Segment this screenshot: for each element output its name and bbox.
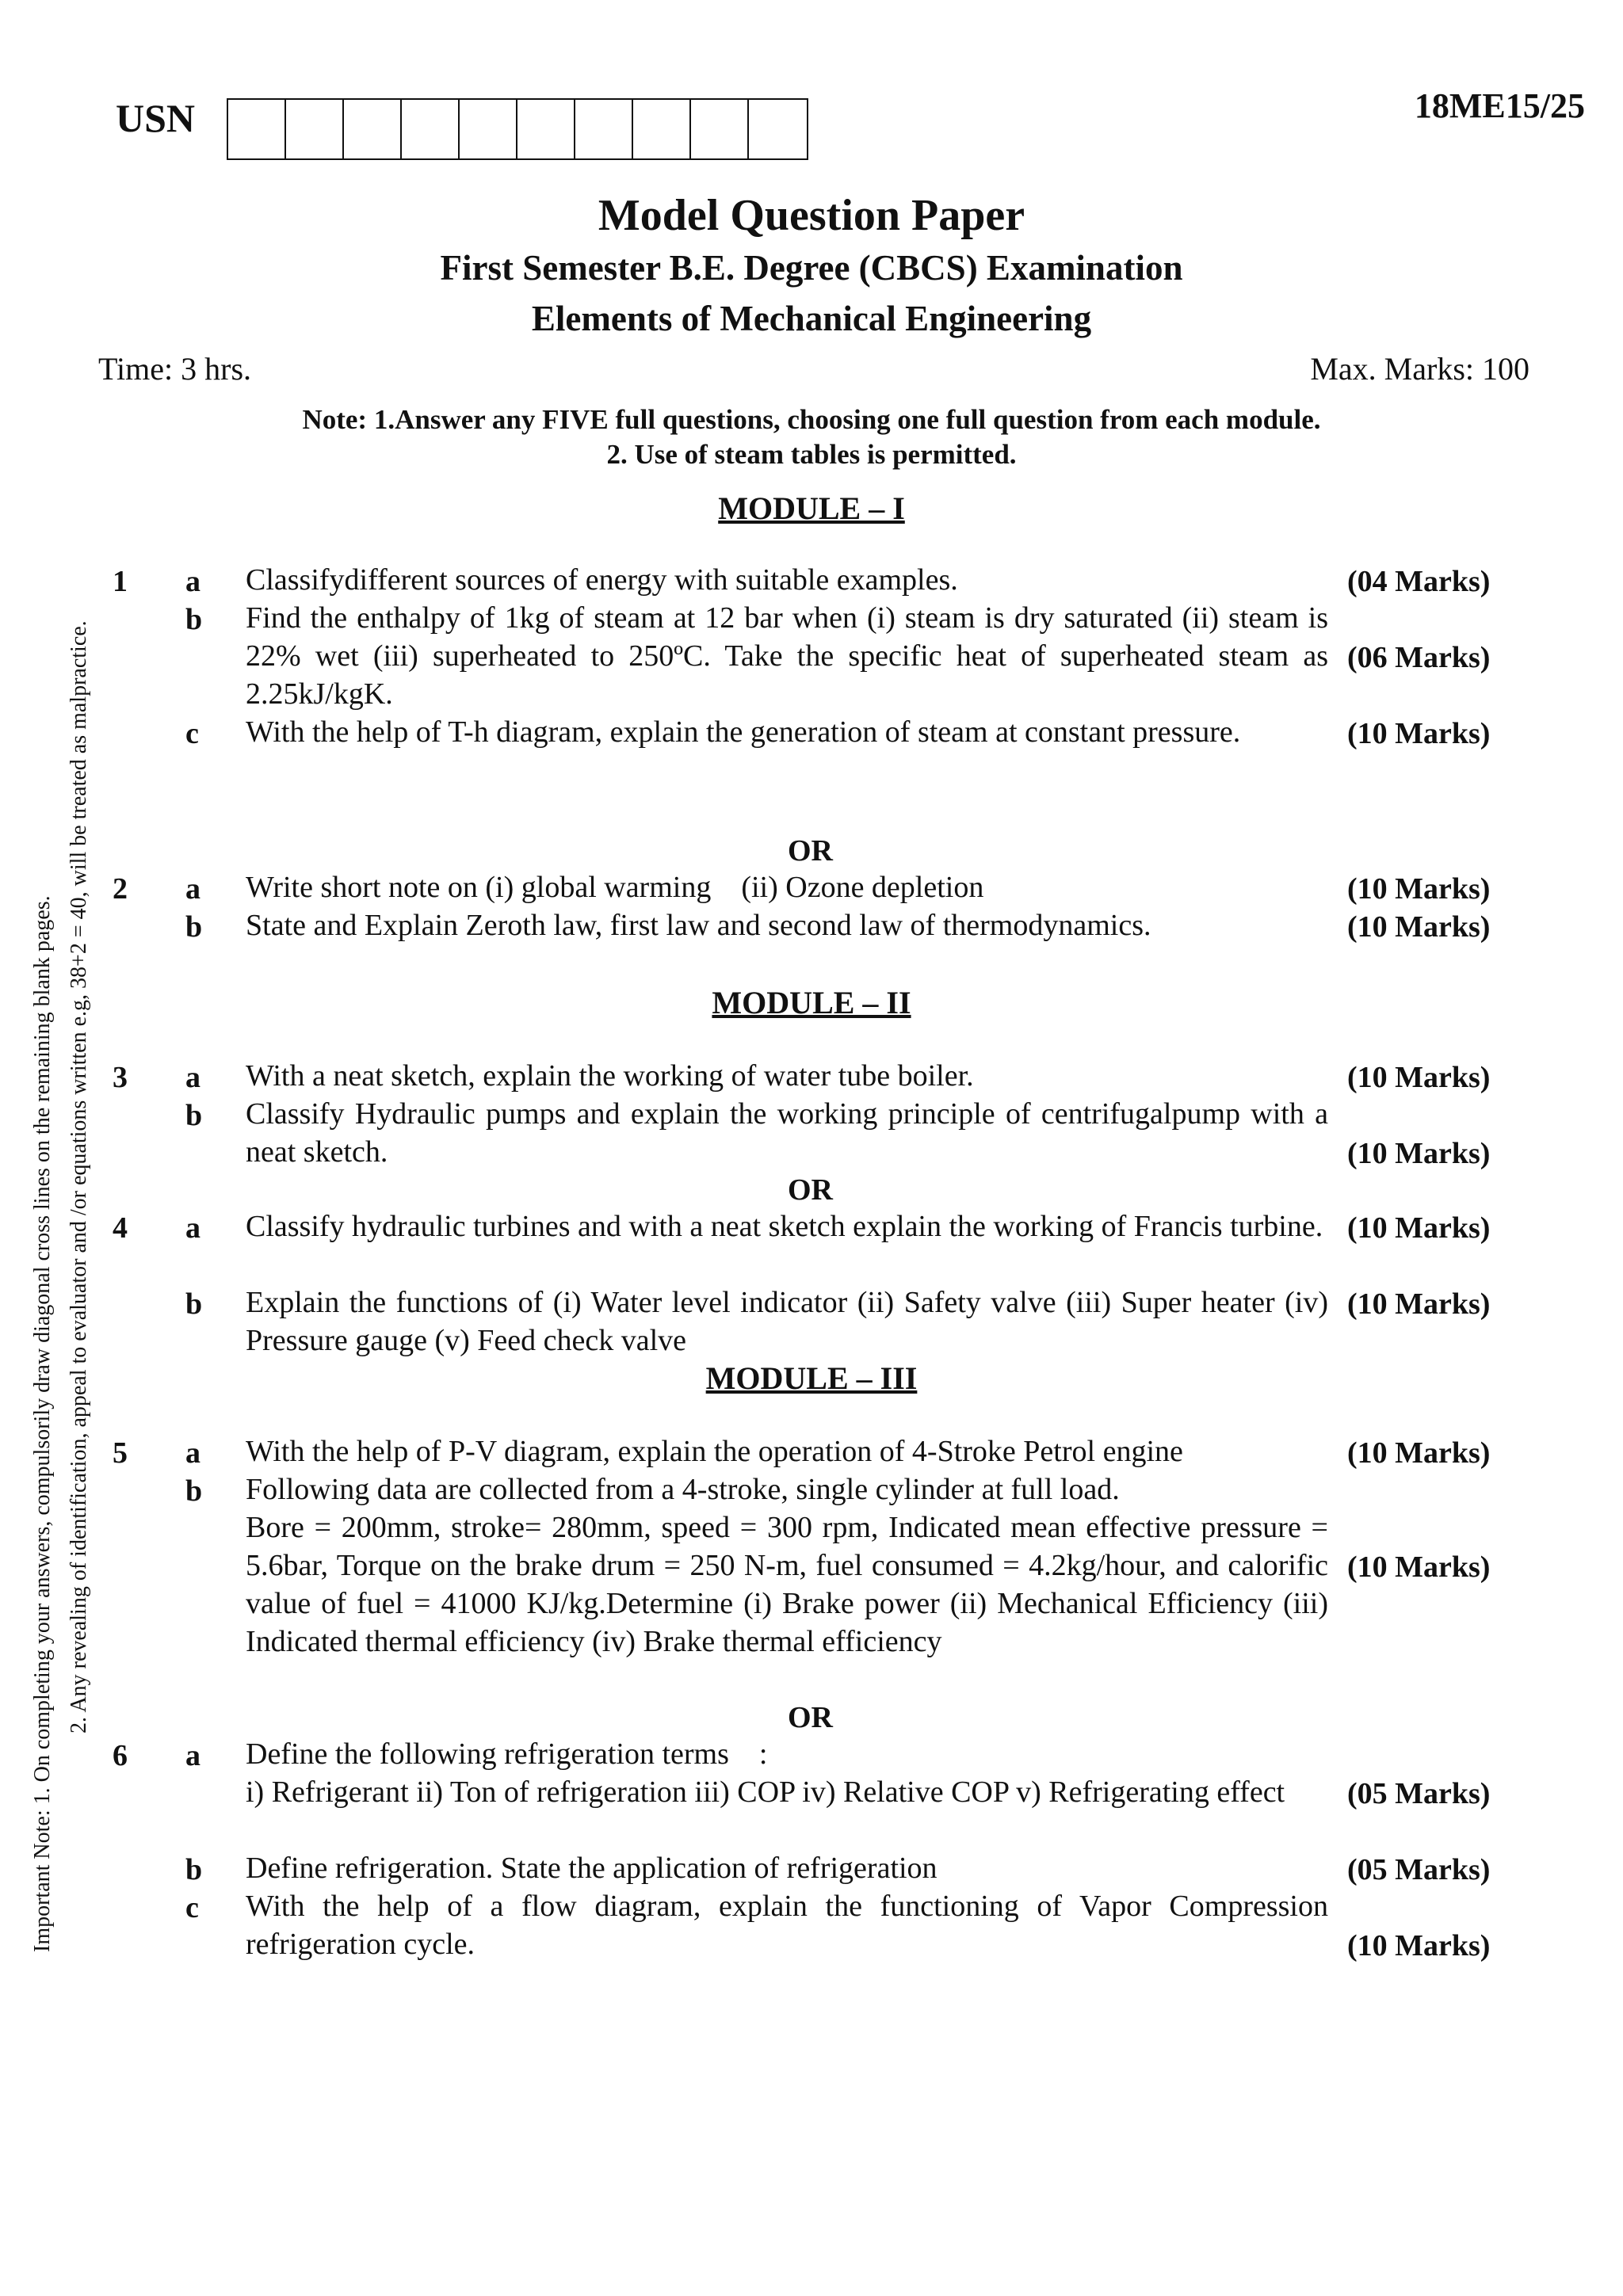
question-3a-text: With a neat sketch, explain the working of water tube boiler. [246, 1059, 974, 1093]
question-number-4: 4 [113, 1211, 128, 1245]
question-number-5: 5 [113, 1436, 128, 1470]
question-6c-marks: (10 Marks) [1347, 1929, 1491, 1962]
question-5a-marks: (10 Marks) [1347, 1436, 1491, 1470]
question-4a-text: Classify hydraulic turbines and with a neat sketch explain the working of Francis turbine. [246, 1210, 1323, 1243]
usn-box[interactable] [228, 100, 286, 158]
question-1b-text: Find the enthalpy of 1kg of steam at 12 bar when (i) steam is dry saturated (ii) steam is 22% wet (iii) superheated to 250ºC. Take the specific heat of superheated steam as 2.25kJ/kgK. [246, 601, 1328, 711]
or-separator: OR [788, 1701, 833, 1734]
subject-title: Elements of Mechanical Engineering [531, 299, 1092, 338]
question-3b-letter: b [185, 1099, 203, 1132]
time-label: Time: 3 hrs. [98, 351, 252, 387]
question-4a-marks: (10 Marks) [1347, 1211, 1491, 1245]
question-2b-letter: b [185, 910, 203, 944]
usn-box[interactable] [402, 100, 460, 158]
note-line-1: Note: 1.Answer any FIVE full questions, choosing one full question from each module. [302, 404, 1321, 435]
question-4b-text: Explain the functions of (i) Water level indicator (ii) Safety valve (iii) Super heater (iv) Pressure gauge (v) Feed check valve [246, 1286, 1328, 1357]
question-number-1: 1 [113, 565, 128, 598]
question-1a-marks: (04 Marks) [1347, 565, 1491, 598]
question-6a-terms: i) Refrigerant ii) Ton of refrigeration iii) COP iv) Relative COP v) Refrigerating effect [246, 1775, 1285, 1809]
usn-box[interactable] [749, 100, 807, 158]
question-6b-letter: b [185, 1853, 203, 1886]
question-1c-marks: (10 Marks) [1347, 717, 1491, 750]
question-3a-letter: a [185, 1061, 200, 1094]
module-heading-2: MODULE – II [712, 985, 911, 1020]
question-5b-letter: b [185, 1474, 203, 1508]
module-heading-3: MODULE – III [705, 1360, 918, 1396]
question-1a-text: Classifydifferent sources of energy with suitable examples. [246, 563, 958, 597]
question-6a-text: Define the following refrigeration terms : [246, 1737, 768, 1771]
question-number-6: 6 [113, 1739, 128, 1772]
question-number-2: 2 [113, 872, 128, 906]
question-3b-marks: (10 Marks) [1347, 1137, 1491, 1170]
side-note-line-2: 2. Any revealing of identification, appeal to evaluator and /or equations written e.g, 38+2 = 40, will be treated as malpractice. [67, 620, 91, 1733]
question-6b-text: Define refrigeration. State the application of refrigeration [246, 1852, 938, 1885]
question-6a-marks: (05 Marks) [1347, 1777, 1491, 1810]
question-2b-text: State and Explain Zeroth law, first law and second law of thermodynamics. [246, 909, 1151, 942]
question-5b-marks: (10 Marks) [1347, 1550, 1491, 1584]
question-6c-letter: c [185, 1891, 199, 1924]
question-2a-marks: (10 Marks) [1347, 872, 1491, 906]
question-6a-letter: a [185, 1739, 200, 1772]
or-separator: OR [788, 834, 833, 868]
question-2b-marks: (10 Marks) [1347, 910, 1491, 944]
question-1c-text: With the help of T-h diagram, explain the generation of steam at constant pressure. [246, 715, 1241, 749]
question-4b-marks: (10 Marks) [1347, 1287, 1491, 1321]
usn-box[interactable] [286, 100, 344, 158]
subject-code: 18ME15/25 [1414, 86, 1585, 125]
usn-boxes [227, 98, 808, 160]
module-heading-1: MODULE – I [718, 490, 905, 526]
question-2a-letter: a [185, 872, 200, 906]
question-2a-text: Write short note on (i) global warming (ii) Ozone depletion [246, 871, 984, 904]
question-5a-letter: a [185, 1436, 200, 1470]
question-5a-text: With the help of P-V diagram, explain the operation of 4-Stroke Petrol engine [246, 1435, 1183, 1468]
question-1c-letter: c [185, 717, 199, 750]
usn-label: USN [116, 96, 196, 140]
or-separator: OR [788, 1173, 833, 1207]
question-5b-text: Following data are collected from a 4-stroke, single cylinder at full load. [246, 1473, 1120, 1506]
question-6c-text: With the help of a flow diagram, explain the functioning of Vapor Compression refrigeration cycle. [246, 1890, 1328, 1961]
usn-box[interactable] [344, 100, 402, 158]
question-1a-letter: a [185, 565, 200, 598]
question-4a-letter: a [185, 1211, 200, 1245]
question-4b-letter: b [185, 1287, 203, 1321]
usn-box[interactable] [517, 100, 575, 158]
question-number-3: 3 [113, 1061, 128, 1094]
question-1b-marks: (06 Marks) [1347, 641, 1491, 674]
exam-title: First Semester B.E. Degree (CBCS) Examination [440, 248, 1183, 288]
question-6b-marks: (05 Marks) [1347, 1853, 1491, 1886]
page-title: Model Question Paper [598, 191, 1025, 240]
usn-box[interactable] [691, 100, 749, 158]
question-5b-data: Bore = 200mm, stroke= 280mm, speed = 300 rpm, Indicated mean effective pressure = 5.6bar, Torque on the brake drum = 250 N-m, fuel consumed = 4.2kg/hour, and calorific value of fuel = 41000 KJ/kg.Determine (i) Brake power (ii) Mechanical Efficiency (iii) Indicated thermal efficiency (iv) Brake thermal efficiency [246, 1511, 1328, 1658]
max-marks-label: Max. Marks: 100 [1310, 351, 1529, 387]
question-3a-marks: (10 Marks) [1347, 1061, 1491, 1094]
usn-box[interactable] [575, 100, 633, 158]
side-note-line-1: Important Note: 1. On completing your answers, compulsorily draw diagonal cross lines on the remaining blank pages. [30, 895, 55, 1952]
note-line-2: 2. Use of steam tables is permitted. [606, 439, 1017, 470]
question-3b-text: Classify Hydraulic pumps and explain the working principle of centrifugalpump with a neat sketch. [246, 1097, 1328, 1169]
usn-box[interactable] [460, 100, 517, 158]
question-1b-letter: b [185, 603, 203, 636]
usn-box[interactable] [633, 100, 691, 158]
